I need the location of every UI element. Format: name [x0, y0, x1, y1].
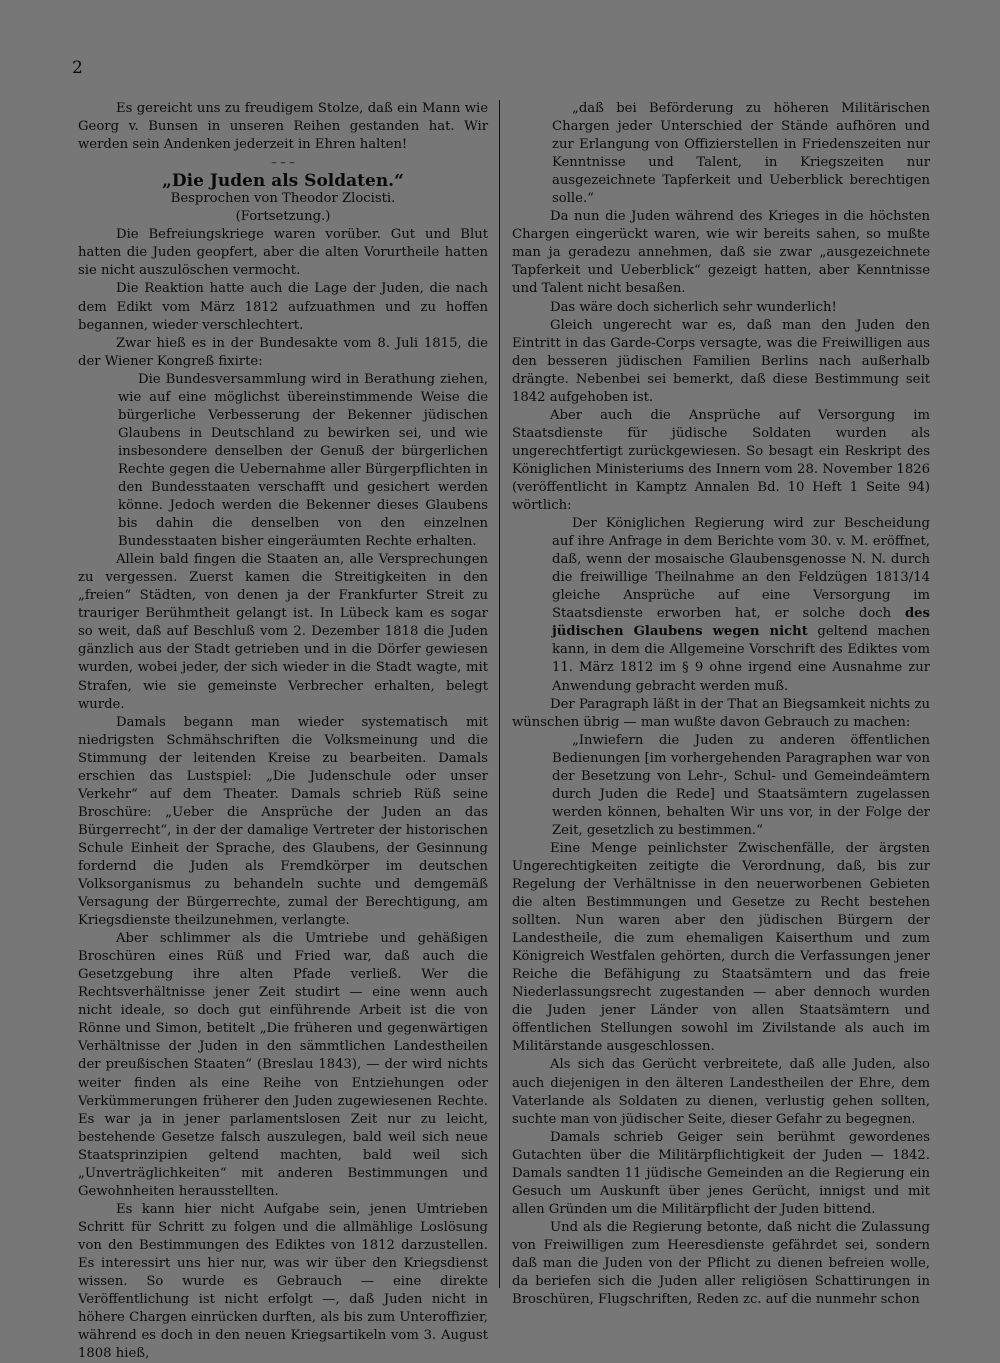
paragraph: Eine Menge peinlichster Zwischenfälle, der ärgsten Ungerechtigkeiten zeitigte die Verordnung, daß, bis zur Regelung der Verhältnisse in den neuerworbenen Gebieten die alten Bestimmungen und Gesetze zu Recht bestehen sollten. Nun waren aber den jüdischen Bürgern der Landestheile, die zum ehemaligen Kaiserthum und zum Königreich Westfalen gehörten, durch die Verfassungen jener Reiche die Befähigung zu Staatsämtern und das freie Niederlassungsrecht zugestanden — aber dennoch wurden die Juden jener Länder von allen Staatsämtern und öffentlichen Stellungen sowohl im Zivilstande als auch im Militärstande ausgeschlossen. [512, 840, 930, 1055]
decree-quote [512, 515, 930, 695]
decree-text: geltend machen kann, in dem die Allgemeine Vorschrift des Ediktes vom 11. März 1812 im § 9 ohne irgend eine Ausnahme zur Anwendung gebracht werden muß. [552, 624, 930, 694]
page-number: 2 [72, 58, 83, 78]
paragraph: Zwar hieß es in der Bundesakte vom 8. Juli 1815, die der Wiener Kongreß fixirte: [78, 335, 488, 369]
paragraph: Gleich ungerecht war es, daß man den Juden den Eintritt in das Garde-Corps versagte, was die Freiwilligen aus den besseren jüdischen Familien Berlins nach außerhalb drängte. Nebenbei sei bemerkt, daß diese Bestimmung seit 1842 aufgehoben ist. [512, 317, 930, 405]
block-quote: „Inwiefern die Juden zu anderen öffentlichen Bedienungen [im vorhergehenden Paragraphen war von der Besetzung von Lehr-, Schul- und Gemeindeämtern durch Juden die Rede] und Staatsämtern zugelassen werden können, behalten Wir uns vor, in der Folge der Zeit, gesetzlich zu bestimmen.“ [552, 732, 930, 838]
block-quote: „daß bei Beförderung zu höheren Militärischen Chargen jeder Unterschied der Stände aufhören und zur Erlangung von Offizierstellen in Friedenszeiten nur Kenntnisse und Talent, in Kriegszeiten nur ausgezeichnete Tapferkeit und Ueberblick berechtigen solle.“ [552, 101, 930, 207]
paragraph: Es kann hier nicht Aufgabe sein, jenen Umtrieben Schritt für Schritt zu folgen und die allmählige Loslösung von den Bestimmungen des Ediktes von 1812 darzustellen. Es interessirt uns hier nur, was wir über den Kriegsdienst wissen. So wurde es Gebrauch — eine direkte Veröffentlichung ist nicht erfolgt —, daß Juden nicht in höhere Chargen einrücken durften, als bis zum Unteroffizier, während es doch in den neuen Kriegsartikeln vom 3. August 1808 hieß, [78, 1201, 488, 1362]
column-divider [499, 100, 500, 1288]
paragraph: Der Paragraph läßt in der That an Biegsamkeit nichts zu wünschen übrig — man wußte davon Gebrauch zu machen: [512, 696, 930, 730]
article-subtitle: Besprochen von Theodor Zlocisti. [170, 191, 396, 207]
decree-text: Der Königlichen Regierung wird zur Bescheidung auf ihre Anfrage in dem Berichte vom 30. v. M. eröffnet, daß, wenn der mosaische Glaubensgenosse N. N. durch die freiwillige Theilnahme an den Feldzügen 1813/14 gleiche Ansprüche auf eine Versorgung im Staatsdienste erworben hat, er solche doch [552, 516, 930, 622]
paragraph: Das wäre doch sicherlich sehr wunderlich! [550, 299, 837, 315]
paragraph: Da nun die Juden während des Krieges in die höchsten Chargen eingerückt waren, wie wir bereits sahen, so mußte man ja geradezu annehmen, daß sie zwar „ausgezeichnete Tapferkeit und Ueberblick“ gezeigt hatten, aber Kenntnisse und Talent nicht besaßen. [512, 209, 930, 297]
paragraph: Und als die Regierung betonte, daß nicht die Zulassung von Freiwilligen zum Heeresdienste gefährdet sei, sondern daß man die Juden von der Pflicht zu dienen befreien wolle, da beriefen sich die Juden aller religiösen Schattirungen in Broschüren, Flugschriften, Reden zc. auf die nunmehr schon [512, 1219, 930, 1308]
left-column [78, 100, 488, 1363]
block-quote: Die Bundesversammlung wird in Berathung ziehen, wie auf eine möglichst übereinstimmende Weise die bürgerliche Verbesserung der Bekenner jüdischen Glaubens in Deutschland zu bewirken sei, und wie insbesondere denselben der Genuß der bürgerlichen Rechte gegen die Uebernahme aller Bürgerpflichten in den Bundesstaaten verschafft und gesichert werden könne. Jedoch werden die Bekenner dieses Glaubens bis dahin die denselben von den einzelnen Bundesstaaten bisher eingeräumten Rechte erhalten. [118, 371, 488, 550]
paragraph: Damals begann man wieder systematisch mit niedrigsten Schmähschriften die Volksmeinung und die Stimmung der leitenden Kreise zu bearbeiten. Damals erschien das Lustspiel: „Die Judenschule oder unser Verkehr“ auf dem Theater. Damals schrieb Rüß seine Broschüre: „Ueber die Ansprüche der Juden an das Bürgerrecht“, in der der damalige Vertreter der historischen Schule Einheit der Sprache, des Glaubens, der Gesinnung fordernd die Juden als Fremdkörper im deutschen Volksorganismus zu behandeln suchte und demgemäß Versagung der Bürgerrechte, zumal der Berechtigung, am Kriegsdienste theilzunehmen, verlangte. [78, 714, 488, 929]
separator: – – – [271, 156, 295, 170]
opening-paragraph: Es gereicht uns zu freudigem Stolze, daß ein Mann wie Georg v. Bunsen in unseren Reihen gestanden hat. Wir werden sein Andenken jederzeit in Ehren halten! [78, 101, 488, 153]
article-title: „Die Juden als Soldaten.“ [162, 171, 404, 192]
paragraph: Aber schlimmer als die Umtriebe und gehäßigen Broschüren eines Rüß und Fried war, daß auch die Gesetzgebung ihre alten Pfade verließ. Wer die Rechtsverhältnisse jener Zeit studirt — eine wenn auch nicht ideale, so doch gut einführende Arbeit ist die von Rönne und Simon, betitelt „Die früheren und gegenwärtigen Verhältnisse der Juden in den sämmtlichen Landestheilen der preußischen Staaten“ (Breslau 1843), — der wird nichts weiter finden als eine Reihe von Entziehungen oder Verkümmerungen früherer den Juden zugewiesenen Rechte. Es war ja in jener parlamentslosen Zeit nur zu leicht, bestehende Gesetze falsch auszulegen, bald weil sich neue Staatsprinzipien geltend machten, bald weil sich „Unverträglichkeiten“ mit anderen Bestimmungen und Gewohnheiten herausstellten. [78, 931, 488, 1199]
decree-emphasis: des jüdischen Glaubens wegen nicht [552, 606, 930, 640]
paragraph: Die Reaktion hatte auch die Lage der Juden, die nach dem Edikt vom März 1812 aufzuathmen und zu hoffen begannen, wieder verschlechtert. [78, 281, 488, 333]
paragraph: Aber auch die Ansprüche auf Versorgung im Staatsdienste für jüdische Soldaten wurden als ungerechtfertigt zurückgewiesen. So besagt ein Reskript des Königlichen Ministeriums des Innern vom 28. November 1826 (veröffentlicht in Kamptz Annalen Bd. 10 Heft 1 Seite 94) wörtlich: [512, 407, 930, 514]
paragraph: Die Befreiungskriege waren vorüber. Gut und Blut hatten die Juden geopfert, aber die alten Vorurtheile hatten sie nicht auszulöschen vermocht. [78, 227, 488, 279]
paragraph: Als sich das Gerücht verbreitete, daß alle Juden, also auch diejenigen in den älteren Landestheilen der Ehre, dem Vaterlande als Soldaten zu dienen, verlustig gehen sollten, suchte man von jüdischer Seite, dieser Gefahr zu begegnen. [512, 1057, 930, 1127]
paragraph: Damals schrieb Geiger sein berühmt gewordenes Gutachten über die Militärpflichtigkeit der Juden — 1842. Damals sandten 11 jüdische Gemeinden an die Regierung ein Gesuch um Auskunft über jenes Gerücht, innigst und mit allen Gründen um die Militärpflicht der Juden bittend. [512, 1129, 930, 1217]
right-column [512, 100, 930, 1309]
paragraph: Allein bald fingen die Staaten an, alle Versprechungen zu vergessen. Zuerst kamen die Streitigkeiten in den „freien“ Städten, von denen ja der Frankfurter Streit zu trauriger Berühmtheit gelangt ist. In Lübeck kam es sogar so weit, daß auf Beschluß vom 2. Dezember 1818 die Juden gänzlich aus der Stadt getrieben und in die Dörfer gewiesen wurden, wobei jeder, der sich wieder in die Stadt wagte, mit Strafen, wie sie gemeinste Verbrecher erhalten, belegt wurde. [78, 552, 488, 712]
continuation-note: (Fortsetzung.) [235, 209, 331, 225]
